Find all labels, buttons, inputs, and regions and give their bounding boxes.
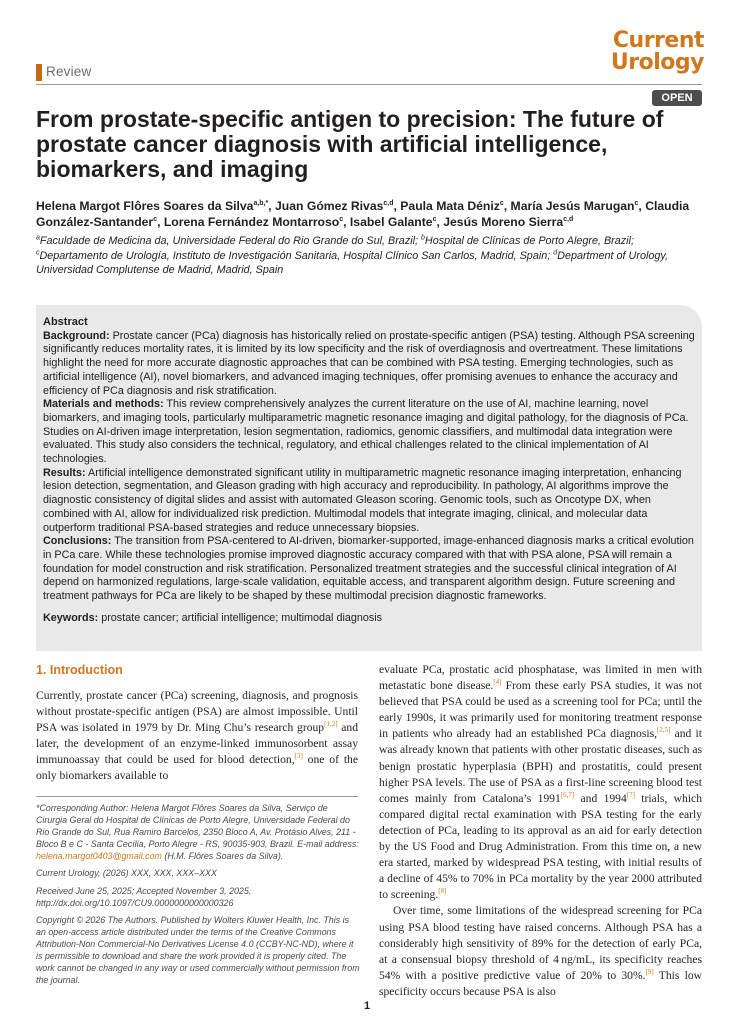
introduction-heading: 1. Introduction — [36, 663, 123, 677]
keywords-label: Keywords: — [43, 611, 99, 624]
open-access-badge: OPEN — [652, 90, 702, 106]
section-label: Review — [46, 64, 92, 79]
author-affiliation-marks: c,d — [563, 215, 574, 223]
affiliations — [36, 234, 708, 278]
copyright-note: Copyright © 2026 The Authors. Published by Wolters Kluwer Health, Inc. This is an open-access article distributed under the terms of the Creative Commons Attribution-Non Commercial-No Derivatives License 4.0 (CCBY-NC-ND), where it is permissible to download and share the work provided it is properly cited. The work cannot be changed in any way or used commercially without permission from the journal. — [36, 914, 360, 986]
affiliation-mark: d — [553, 248, 558, 256]
body-text: Over time, some limitations of the widespread screening for PCa using PSA blood testing have raised concerns. Although PSA has a considerably high sensitivity of 89% for the detection of early PCa, at a consensual biopsy threshold of 4 ng/mL, its specificity reaches 54% with a positive predictive value of 20% to 30%. — [379, 904, 702, 982]
body-text: evaluate PCa, prostatic acid phosphatase, was limited in men with metastatic bone disease. — [379, 663, 702, 693]
author-list: Helena Margot Flôres Soares da Silva$^{a,b,*}$, Juan Gómez Rivas$^{c,d}$, Paula Mata Déniz$^c$, María Jesús Marugan$^c$, Claudia González-Santander$^c$, Lorena Fernández Montarroso$^c$, Isabel Galante$^c$, Jesús Moreno Sierra$^{c,d}$ — [36, 199, 690, 229]
affiliation-mark: b — [421, 234, 425, 242]
right-column-text — [379, 662, 702, 1000]
keywords — [43, 612, 695, 626]
footnote-divider — [36, 796, 358, 797]
abstract-heading: Abstract — [43, 316, 88, 328]
corresponding-author-note — [36, 802, 360, 862]
abstract-section-label: Conclusions: — [43, 535, 112, 548]
affiliation-mark: c — [36, 248, 40, 256]
body-text: Currently, prostate cancer (PCa) screening, diagnosis, and prognosis without prostate-specific antigen (PSA) are almost impossible. Until PSA was isolated in 1979 by Dr. Ming Chu’s research group — [36, 689, 358, 735]
article-title: From prostate-specific antigen to precision: The future of prostate cancer diagnosis with artificial intelligence, biomarkers, and imaging — [36, 106, 664, 182]
intro-paragraph-1-cont — [379, 662, 702, 903]
body-text: trials, which compared digital rectal examination with PSA testing for the early detection of PCa, leading to its approval as an aid for early detection by the US Food and Drug Administration. From this time on, a new era started, marked by widespread PSA testing, with initial results of a decline of 45% to 70% in PCa mortality by the year 2000 attributed to screening. — [379, 791, 702, 902]
intro-paragraph-1 — [36, 688, 358, 785]
doi-link[interactable]: http://dx.doi.org/10.1097/CU9.0000000000000326 — [36, 897, 234, 908]
author-name: Juan Gómez Rivas — [275, 199, 384, 213]
corresponding-tail: (H.M. Flôres Soares da Silva). — [161, 851, 284, 862]
abstract-section-label: Background: — [43, 329, 110, 342]
keywords-text: prostate cancer; artificial intelligence; multimodal diagnosis — [98, 611, 383, 624]
abstract — [43, 316, 695, 625]
author-name: Paula Mata Déniz — [400, 199, 500, 213]
citation-ref: [1,2] — [324, 720, 338, 729]
affiliation-text: Faculdade de Medicina da, Universidade Federal do Rio Grande do Sul, Brazil; — [39, 235, 422, 247]
affiliation-text: Department of Urology, Universidad Complutense de Madrid, Madrid, Spain — [36, 249, 668, 276]
footnotes — [36, 802, 360, 991]
author-affiliation-marks: c — [339, 215, 344, 223]
body-text: and later, the development of an enzyme-linked immunosorbent assay immunoassay that could be used for blood detection, — [36, 721, 358, 767]
abstract-section — [43, 398, 695, 467]
section-accent-bar — [36, 64, 42, 81]
author-name: Isabel Galante — [349, 215, 433, 229]
body-text: and it was already known that patients with other prostatic diseases, such as benign prostatic hyperplasia (BPH) and prostatitis, could present higher PSA levels. The use of PSA as a first-line screening blood test comes mainly from Catalona’s 1991 — [379, 727, 702, 805]
citation-ref: [4] — [493, 678, 502, 687]
header-divider — [36, 84, 702, 85]
author-affiliation-marks: c — [153, 215, 158, 223]
author-name: Helena Margot Flôres Soares da Silva — [36, 199, 254, 213]
author-name: Lorena Fernández Montarroso — [163, 215, 340, 229]
abstract-section — [43, 467, 695, 536]
affiliation-mark: a — [36, 234, 40, 242]
author-affiliation-marks: c — [499, 199, 504, 207]
abstract-section-text: The transition from PSA-centered to AI-driven, biomarker-supported, image-enhanced diagnosis marks a critical evolution in PCa care. While these technologies promise improved diagnostic accuracy compared with that with PSA alone, PSA will remain a foundation for model construction and risk stratification. Personalized treatment strategies and the successful clinical integration of AI depend on harmonized regulations, large-scale validation, equitable access, and transparent algorithm design. Future screening and treatment pathways for PCa are likely to be shaped by these multimodal precision diagnostic frameworks. — [43, 535, 694, 603]
abstract-section — [43, 535, 695, 604]
abstract-section-text: Prostate cancer (PCa) diagnosis has historically relied on prostate-specific antigen (PSA) testing. Although PSA screening significantly reduces mortality rates, it is limited by its low specificity and the risk of overdiagnosis and overtreatment. These limitations highlight the need for more accurate diagnostic approaches that can be combined with PSA testing. Emerging technologies, such as artificial intelligence (AI), novel biomarkers, and advanced imaging techniques, offer promising avenues to enhance the accuracy and efficiency of PCa diagnosis and risk stratification. — [43, 329, 695, 397]
citation-ref: [8] — [438, 887, 447, 896]
email-link[interactable]: helena.margot0403@gmail.com — [36, 851, 162, 862]
body-text: one of the only biomarkers available to — [36, 753, 358, 783]
journal-logo-line2: Urology — [610, 50, 704, 75]
body-text: This low specificity occurs because PSA is also — [379, 968, 703, 998]
intro-paragraph-2 — [379, 903, 702, 1000]
citation-ref: [7] — [626, 790, 635, 799]
citation-ref: [2,5] — [656, 726, 671, 735]
abstract-section — [43, 330, 695, 399]
citation-ref: [6,7] — [560, 790, 575, 799]
author-name: Claudia González-Santander — [36, 199, 690, 229]
journal-citation: Current Urology, (2026) XXX, XXX, XXX–XXX — [36, 868, 217, 879]
affiliation-text: Departamento de Urología, Instituto de Investigación Sanitaria, Hospital Clínico San Carlos, Madrid, Spain; — [39, 249, 554, 262]
journal-logo — [611, 30, 704, 74]
page-number: 1 — [364, 1000, 371, 1012]
author-affiliation-marks: a,b,* — [253, 199, 269, 207]
author-affiliation-marks: c — [432, 215, 437, 223]
author-name: Jesús Moreno Sierra — [443, 215, 564, 229]
abstract-sections — [43, 330, 695, 604]
abstract-section-text: This review comprehensively analyzes the current literature on the use of AI, machine learning, novel biomarkers, and imaging tools, particularly multiparametric magnetic resonance imaging and digital pathology, for the diagnosis of PCa. Studies on AI-driven image interpretation, lesion segmentation, radiomics, genomic classifiers, and multimodal data integration were evaluated. This study also considers the technical, regulatory, and ethical challenges related to the clinical implementation of AI technologies. — [43, 398, 689, 466]
body-text: From these early PSA studies, it was not believed that PSA could be used as a screening tool for PCa; until the early 1990s, it was primarily used for monitoring treatment response in patients who already had an established PCa diagnosis, — [379, 679, 702, 741]
citation-ref: [3] — [294, 752, 303, 761]
body-text: and 1994 — [574, 791, 627, 805]
author-name: María Jesús Marugan — [510, 199, 635, 213]
corresponding-text: *Corresponding Author: Helena Margot Flôres Soares da Silva, Serviço de Cirurgia Geral do Hospital de Clínicas de Porto Alegre, Universidade Federal do Rio Grande do Sul, Rua Ramiro Barcelos, 2350 Bloco A, Av. Protásio Alves, 211 - Bloco B e C - Santa Cecília, Porto Alegre - RS, 90035-903, Brazil. E-mail address: — [36, 803, 359, 850]
author-affiliation-marks: c,d — [383, 199, 394, 207]
received-dates: Received June 25, 2025; Accepted November 3, 2025. — [36, 885, 252, 896]
abstract-section-text: Artificial intelligence demonstrated significant utility in multiparametric magnetic resonance imaging interpretation, enhancing lesion detection, segmentation, and Gleason grading with high accuracy and reproducibility. In pathology, AI algorithms improve the diagnostic consistency of digital slides and assist with automated Gleason scoring. Genomic tools, such as Oncotype DX, when combined with AI, allow for individualized risk prediction. Multimodal models that integrate imaging, clinical, and molecular data outperform traditional PSA-based strategies and reduce unnecessary biopsies. — [43, 466, 682, 534]
journal-logo-line1: Current — [612, 28, 704, 53]
affiliation-text: Hospital de Clínicas de Porto Alegre, Brazil; — [424, 235, 634, 247]
abstract-section-label: Materials and methods: — [43, 398, 164, 411]
citation-ref: [9] — [645, 967, 654, 976]
abstract-section-label: Results: — [43, 466, 86, 479]
author-affiliation-marks: c — [634, 199, 639, 207]
left-column-text — [36, 688, 358, 785]
